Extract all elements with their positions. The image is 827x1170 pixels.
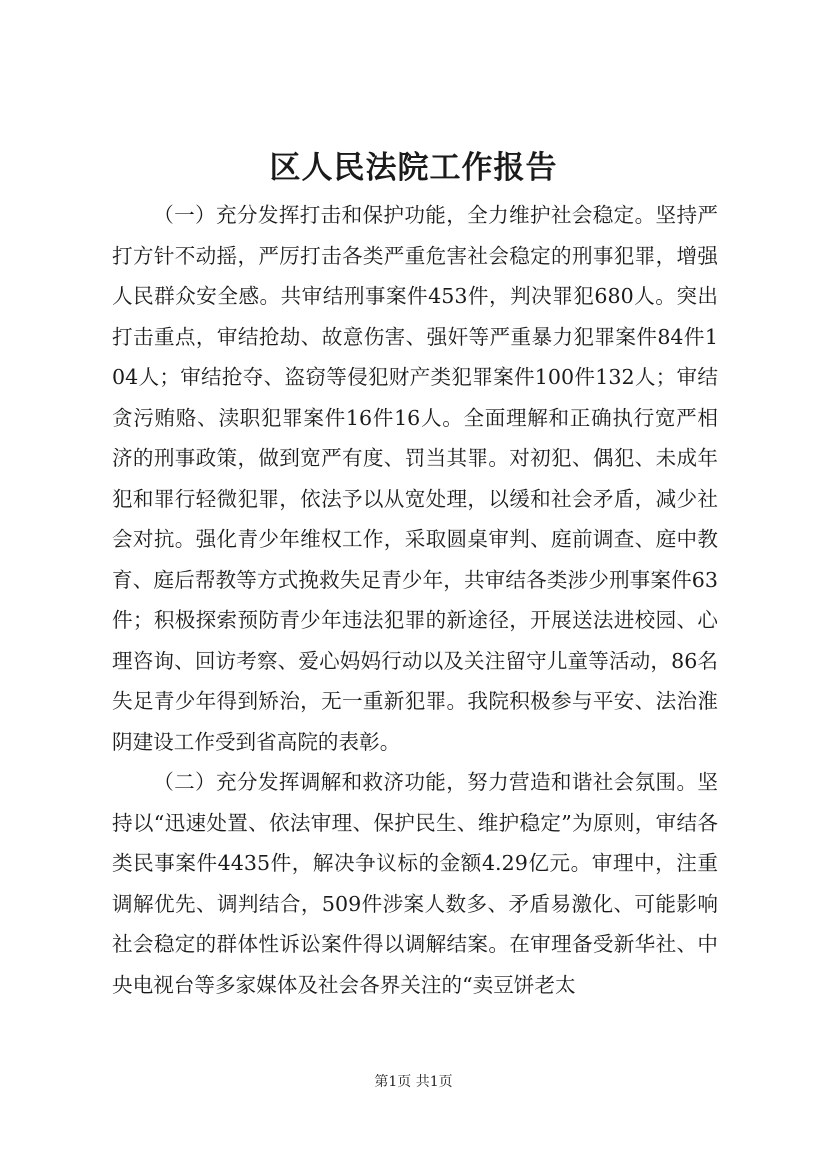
document-title: 区人民法院工作报告 (269, 150, 558, 186)
page-footer: 第1页 共1页 (374, 1074, 453, 1090)
paragraph-2: （二）充分发挥调解和救济功能，努力营造和谐社会氛围。坚持以“迅速处置、依法审理、保护民生、维护稳定”为原则，审结各类民事案件4435件，解决争议标的金额4.29亿元。审理中，注重调解优先、调判结合，509件涉案人数多、矛盾易激化、可能影响社会稳定的群体性诉讼案件得以调解结案。在审理备受新华社、中央电视台等多家媒体及社会各界关注的“卖豆饼老太 (112, 770, 718, 997)
paragraph-1: （一）充分发挥打击和保护功能，全力维护社会稳定。坚持严打方针不动摇，严厉打击各类严重危害社会稳定的刑事犯罪，增强人民群众安全感。共审结刑事案件453件，判决罪犯680人。突出打击重点，审结抢劫、故意伤害、强奸等严重暴力犯罪案件84件104人；审结抢夺、盗窃等侵犯财产类犯罪案件100件132人；审结贪污贿赂、渎职犯罪案件16件16人。全面理解和正确执行宽严相济的刑事政策，做到宽严有度、罚当其罪。对初犯、偶犯、未成年犯和罪行轻微犯罪，依法予以从宽处理，以缓和社会矛盾，减少社会对抗。强化青少年维权工作，采取圆桌审判、庭前调查、庭中教育、庭后帮教等方式挽救失足青少年，共审结各类涉少刑事案件63件；积极探索预防青少年违法犯罪的新途径，开展送法进校园、心理咨询、回访考察、爱心妈妈行动以及关注留守儿童等活动，86名失足青少年得到矫治，无一重新犯罪。我院积极参与平安、法治淮阴建设工作受到省高院的表彰。 (112, 203, 718, 754)
document-body (112, 195, 718, 1005)
